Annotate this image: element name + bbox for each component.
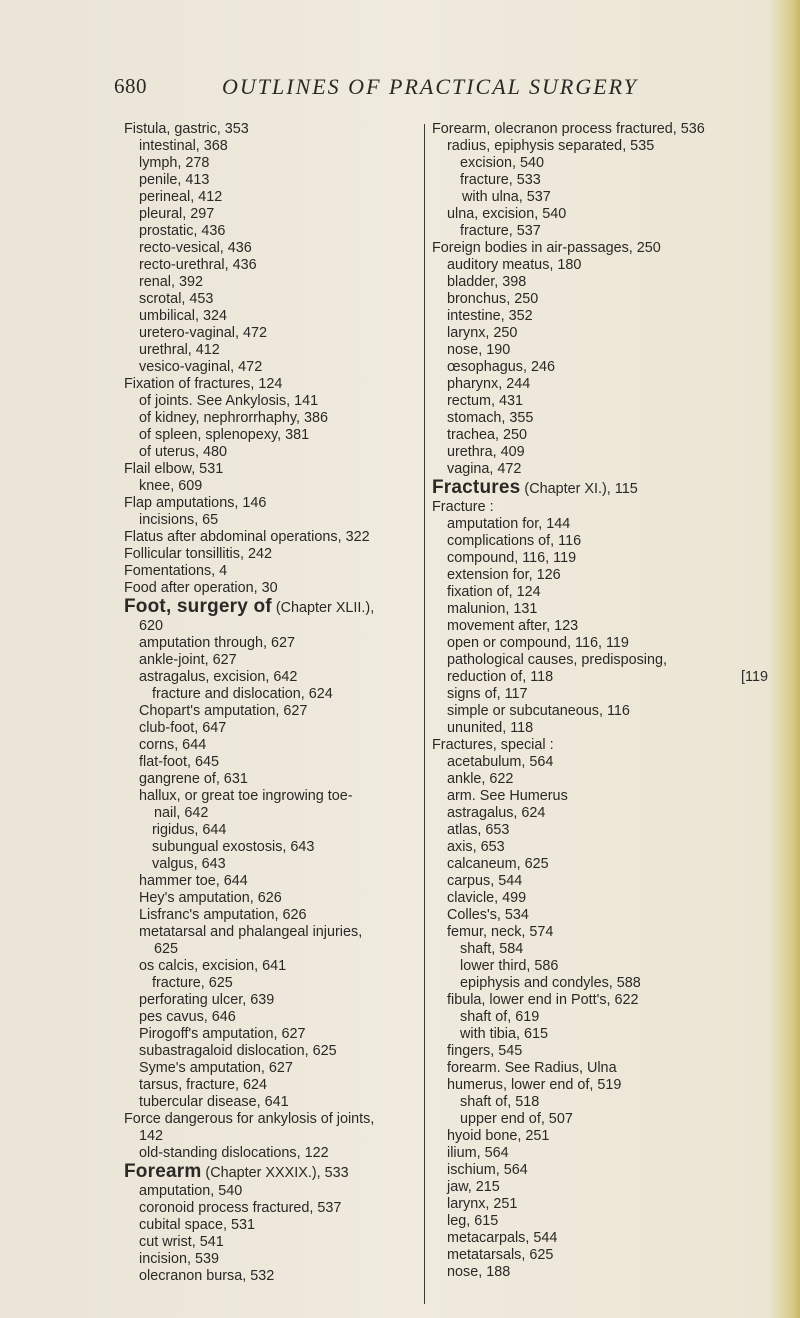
index-entry [124,597,424,618]
index-entry [432,478,772,499]
index-entry [124,1077,424,1094]
index-entry [432,533,772,550]
index-entry [432,669,772,686]
index-entry-text: humerus, lower end of, 519 [447,1077,622,1093]
index-entry-text: extension for, 126 [447,567,561,583]
index-entry [432,1247,772,1264]
index-entry [432,890,772,907]
index-entry [124,342,424,359]
index-entry [124,1251,424,1268]
index-entry-text: excision, 540 [460,155,544,171]
index-entry-text: with tibia, 615 [460,1026,548,1042]
index-entry [432,1094,772,1111]
index-entry-text: old-standing dislocations, 122 [139,1145,329,1161]
index-entry-text: vesico-vaginal, 472 [139,359,263,375]
index-entry [124,771,424,788]
index-entry [432,155,772,172]
index-entry-text: Force dangerous for ankylosis of joints, [124,1111,375,1127]
index-entry [124,1200,424,1217]
index-entry-text: Flail elbow, 531 [124,461,224,477]
index-entry [432,975,772,992]
index-entry-text: perforating ulcer, 639 [139,992,275,1008]
index-entry-text: Fracture : [432,499,494,515]
index-entry [124,1268,424,1285]
index-entry-text: Colles's, 534 [447,907,529,923]
index-entry [432,172,772,189]
index-entry-text: coronoid process fractured, 537 [139,1200,342,1216]
index-entry-text: astragalus, excision, 642 [139,669,298,685]
page-number: 680 [114,74,147,98]
index-entry-text: amputation through, 627 [139,635,296,651]
index-entry-text: Syme's amputation, 627 [139,1060,293,1076]
index-entry-text: carpus, 544 [447,873,523,889]
index-entry [124,788,424,805]
index-entry [432,992,772,1009]
index-entry-text: umbilical, 324 [139,308,227,324]
index-entry-text: prostatic, 436 [139,223,226,239]
index-entry [124,890,424,907]
index-entry-text: 625 [154,941,179,957]
index-entry [432,257,772,274]
index-entry-text: fracture, 537 [460,223,541,239]
index-entry [124,1162,424,1183]
index-entry-text: Fixation of fractures, 124 [124,376,283,392]
index-entry-text: metacarpals, 544 [447,1230,558,1246]
index-entry-text: simple or subcutaneous, 116 [447,703,630,719]
index-entry [432,550,772,567]
index-entry [432,652,772,669]
index-entry [432,308,772,325]
index-entry [124,444,424,461]
index-entry [432,686,772,703]
index-entry [432,1009,772,1026]
index-entry-text: Flatus after abdominal operations, 322 [124,529,370,545]
index-entry-text: upper end of, 507 [460,1111,573,1127]
index-entry-text: open or compound, 116, 119 [447,635,629,651]
index-entry-text: Pirogoff's amputation, 627 [139,1026,306,1042]
index-entry-text: complications of, 116 [447,533,582,549]
index-entry-text: ischium, 564 [447,1162,528,1178]
index-entry-text: of joints. See Ankylosis, 141 [139,393,319,409]
index-entry-text: corns, 644 [139,737,207,753]
index-entry-text: acetabulum, 564 [447,754,554,770]
index-entry [124,822,424,839]
index-entry-text: forearm. See Radius, Ulna [447,1060,617,1076]
index-entry [432,1162,772,1179]
index-entry-text: femur, neck, 574 [447,924,554,940]
index-entry [432,410,772,427]
index-entry-text: fracture and dislocation, 624 [152,686,333,702]
index-entry-text: scrotal, 453 [139,291,214,307]
index-entry [124,291,424,308]
index-entry [124,563,424,580]
index-entry-text: vagina, 472 [447,461,522,477]
index-entry [432,499,772,516]
index-entry-text: ankle-joint, 627 [139,652,237,668]
index-entry [432,635,772,652]
index-entry-text: Follicular tonsillitis, 242 [124,546,272,562]
index-entry-text: pathological causes, predisposing, [447,652,667,668]
index-entry [124,274,424,291]
index-entry [432,189,772,206]
index-entry [432,1145,772,1162]
index-entry-text: movement after, 123 [447,618,579,634]
index-entry [124,992,424,1009]
index-entry-text: hallux, or great toe ingrowing toe- [139,788,353,804]
index-entry-text: incisions, 65 [139,512,219,528]
index-entry-text: cut wrist, 541 [139,1234,224,1250]
index-entry [432,1060,772,1077]
index-entry-text: subastragaloid dislocation, 625 [139,1043,337,1059]
index-entry [124,308,424,325]
index-entry [432,516,772,533]
index-entry [124,737,424,754]
index-entry-text: tubercular disease, 641 [139,1094,289,1110]
index-entry [432,584,772,601]
index-entry-text: Foreign bodies in air-passages, 250 [432,240,661,256]
index-entry [432,1026,772,1043]
index-entry [124,754,424,771]
index-entry-text: œsophagus, 246 [447,359,556,375]
index-entry [432,359,772,376]
index-entry-text: subungual exostosis, 643 [152,839,315,855]
index-entry-text: fixation of, 124 [447,584,541,600]
index-entry-text: intestinal, 368 [139,138,228,154]
index-entry [124,1094,424,1111]
index-entry-text: flat-foot, 645 [139,754,219,770]
index-entry-text: stomach, 355 [447,410,534,426]
index-entry [124,805,424,822]
index-entry [124,529,424,546]
index-entry-text: reduction of, 118 [447,669,554,685]
index-entry-text: recto-vesical, 436 [139,240,252,256]
index-entry [124,172,424,189]
index-entry [432,788,772,805]
index-entry [432,1196,772,1213]
index-entry [124,121,424,138]
index-entry [432,342,772,359]
index-heading: Forearm [124,1161,202,1182]
index-entry-text: renal, 392 [139,274,204,290]
index-entry-text: leg, 615 [447,1213,499,1229]
index-entry [124,1128,424,1145]
index-entry [124,206,424,223]
index-entry-text: Fractures, special : [432,737,554,753]
index-entry [124,941,424,958]
index-entry [432,393,772,410]
index-entry-text: pleural, 297 [139,206,215,222]
index-entry-text: incision, 539 [139,1251,219,1267]
index-entry-text: metatarsals, 625 [447,1247,554,1263]
page-header [0,74,800,110]
index-entry [124,376,424,393]
index-entry-text: fracture, 625 [152,975,233,991]
index-entry-text: of uterus, 480 [139,444,228,460]
index-entry-text: bronchus, 250 [447,291,539,307]
index-entry [432,907,772,924]
index-entry-text: lower third, 586 [460,958,559,974]
index-entry [124,512,424,529]
index-entry-text: fibula, lower end in Pott's, 622 [447,992,639,1008]
index-entry [124,1026,424,1043]
index-entry-text: ununited, 118 [447,720,534,736]
index-entry-text: hyoid bone, 251 [447,1128,550,1144]
index-entry [432,1179,772,1196]
index-entry-text: clavicle, 499 [447,890,527,906]
index-entry-text: (Chapter XXXIX.), 533 [201,1165,349,1181]
index-heading: Fractures [432,477,521,498]
index-entry [124,1217,424,1234]
index-entry-text: larynx, 250 [447,325,518,341]
index-entry [124,856,424,873]
index-entry [124,155,424,172]
index-entry-text: urethral, 412 [139,342,220,358]
index-entry [432,291,772,308]
index-entry-text: 142 [139,1128,164,1144]
index-entry [432,240,772,257]
index-entry-text: metatarsal and phalangeal injuries, [139,924,363,940]
index-entry-text: knee, 609 [139,478,203,494]
index-entry [124,1183,424,1200]
index-entry [432,274,772,291]
index-entry-text: radius, epiphysis separated, 535 [447,138,655,154]
index-entry-text: of kidney, nephrorrhaphy, 386 [139,410,329,426]
index-entry [432,206,772,223]
index-entry [124,1111,424,1128]
index-entry [432,1111,772,1128]
index-entry [432,121,772,138]
index-entry [432,444,772,461]
index-entry [124,461,424,478]
index-entry [432,618,772,635]
index-entry [124,1060,424,1077]
index-entry [124,720,424,737]
index-entry-text: lymph, 278 [139,155,210,171]
index-entry [124,189,424,206]
index-entry-text: pes cavus, 646 [139,1009,236,1025]
index-entry-text: trachea, 250 [447,427,528,443]
index-entry-text: arm. See Humerus [447,788,568,804]
index-entry [432,941,772,958]
index-entry [124,635,424,652]
index-entry-text: Forearm, olecranon process fractured, 536 [432,121,705,137]
index-entry [432,376,772,393]
index-entry [432,138,772,155]
index-entry-text: amputation for, 144 [447,516,571,532]
index-entry [432,958,772,975]
column-divider [424,124,425,1304]
index-entry-text: pharynx, 244 [447,376,531,392]
index-entry-text: ankle, 622 [447,771,514,787]
index-entry [124,924,424,941]
index-entry-text: shaft of, 619 [460,1009,540,1025]
index-entry-text: intestine, 352 [447,308,533,324]
index-entry-text: epiphysis and condyles, 588 [460,975,641,991]
index-entry-text: nail, 642 [154,805,209,821]
index-entry [432,601,772,618]
index-entry [124,240,424,257]
index-entry-text: Food after operation, 30 [124,580,278,596]
index-entry-text: recto-urethral, 436 [139,257,257,273]
index-entry [432,771,772,788]
index-column-right [432,121,772,1281]
index-entry [432,1230,772,1247]
index-entry [124,686,424,703]
index-entry [432,737,772,754]
index-entry [432,839,772,856]
index-entry [124,618,424,635]
index-entry-text: malunion, 131 [447,601,538,617]
index-entry [124,907,424,924]
index-entry-text: hammer toe, 644 [139,873,248,889]
index-entry [432,1128,772,1145]
index-entry-text: (Chapter XI.), 115 [520,481,638,497]
index-entry [432,223,772,240]
index-entry [432,1077,772,1094]
index-entry-text: jaw, 215 [447,1179,500,1195]
index-entry [432,856,772,873]
index-entry-text: fracture, 533 [460,172,541,188]
index-entry-text: amputation, 540 [139,1183,243,1199]
index-entry [432,822,772,839]
index-entry-text: tarsus, fracture, 624 [139,1077,267,1093]
index-entry-text: Flap amputations, 146 [124,495,267,511]
index-entry [124,1009,424,1026]
index-entry [124,427,424,444]
index-entry [124,958,424,975]
running-title: OUTLINES OF PRACTICAL SURGERY [222,74,638,99]
index-entry-text: penile, 413 [139,172,210,188]
index-entry [432,1264,772,1281]
index-entry-text: os calcis, excision, 641 [139,958,287,974]
index-entry-text: (Chapter XLII.), [271,600,375,616]
index-entry [124,580,424,597]
index-entry [124,703,424,720]
index-entry [432,754,772,771]
index-entry [124,223,424,240]
index-entry-text: atlas, 653 [447,822,510,838]
index-entry-text: Fomentations, 4 [124,563,228,579]
index-entry-text: urethra, 409 [447,444,525,460]
index-entry-text: bladder, 398 [447,274,527,290]
index-entry [432,924,772,941]
index-entry [124,652,424,669]
index-entry-text: with ulna, 537 [462,189,551,205]
index-entry-text: shaft, 584 [460,941,524,957]
index-entry [432,805,772,822]
index-entry-text: compound, 116, 119 [447,550,577,566]
index-entry-text: olecranon bursa, 532 [139,1268,275,1284]
index-entry [124,393,424,410]
index-entry-text: perineal, 412 [139,189,223,205]
index-entry-text: of spleen, splenopexy, 381 [139,427,310,443]
index-entry [124,138,424,155]
index-entry-text: shaft of, 518 [460,1094,540,1110]
index-entry-text: fingers, 545 [447,1043,523,1059]
index-entry [432,325,772,342]
index-entry-text: signs of, 117 [447,686,528,702]
index-entry-text: astragalus, 624 [447,805,546,821]
index-column-left [124,121,424,1285]
index-heading: Foot, surgery of [124,596,272,617]
index-entry-text: club-foot, 647 [139,720,227,736]
index-entry-text: Chopart's amputation, 627 [139,703,308,719]
index-entry [124,410,424,427]
index-entry-text: gangrene of, 631 [139,771,248,787]
index-entry [124,495,424,512]
index-entry [432,720,772,737]
index-entry-carryover: [119 [741,669,768,685]
index-entry-text: axis, 653 [447,839,505,855]
index-entry [124,1043,424,1060]
index-entry [124,975,424,992]
index-entry [124,478,424,495]
index-entry [124,1234,424,1251]
index-entry-text: larynx, 251 [447,1196,518,1212]
index-entry-text: Fistula, gastric, 353 [124,121,249,137]
index-entry [432,1213,772,1230]
index-entry [432,1043,772,1060]
index-entry-text: auditory meatus, 180 [447,257,582,273]
index-entry-text: cubital space, 531 [139,1217,256,1233]
index-entry-text: Hey's amputation, 626 [139,890,282,906]
index-entry [432,873,772,890]
index-entry [432,461,772,478]
index-entry [124,669,424,686]
index-entry [124,546,424,563]
index-entry-text: nose, 190 [447,342,511,358]
index-entry [432,703,772,720]
index-entry-text: 620 [139,618,164,634]
index-entry-text: Lisfranc's amputation, 626 [139,907,307,923]
index-entry [124,325,424,342]
index-entry-text: ulna, excision, 540 [447,206,567,222]
index-entry-text: uretero-vaginal, 472 [139,325,267,341]
index-entry [432,427,772,444]
index-entry [124,257,424,274]
index-entry-text: rectum, 431 [447,393,523,409]
index-entry-text: nose, 188 [447,1264,511,1280]
index-entry-text: ilium, 564 [447,1145,509,1161]
index-entry [124,1145,424,1162]
index-entry-text: valgus, 643 [152,856,226,872]
index-entry-text: rigidus, 644 [152,822,227,838]
index-entry [432,567,772,584]
index-entry [124,839,424,856]
index-entry [124,873,424,890]
index-entry-text: calcaneum, 625 [447,856,549,872]
index-entry [124,359,424,376]
